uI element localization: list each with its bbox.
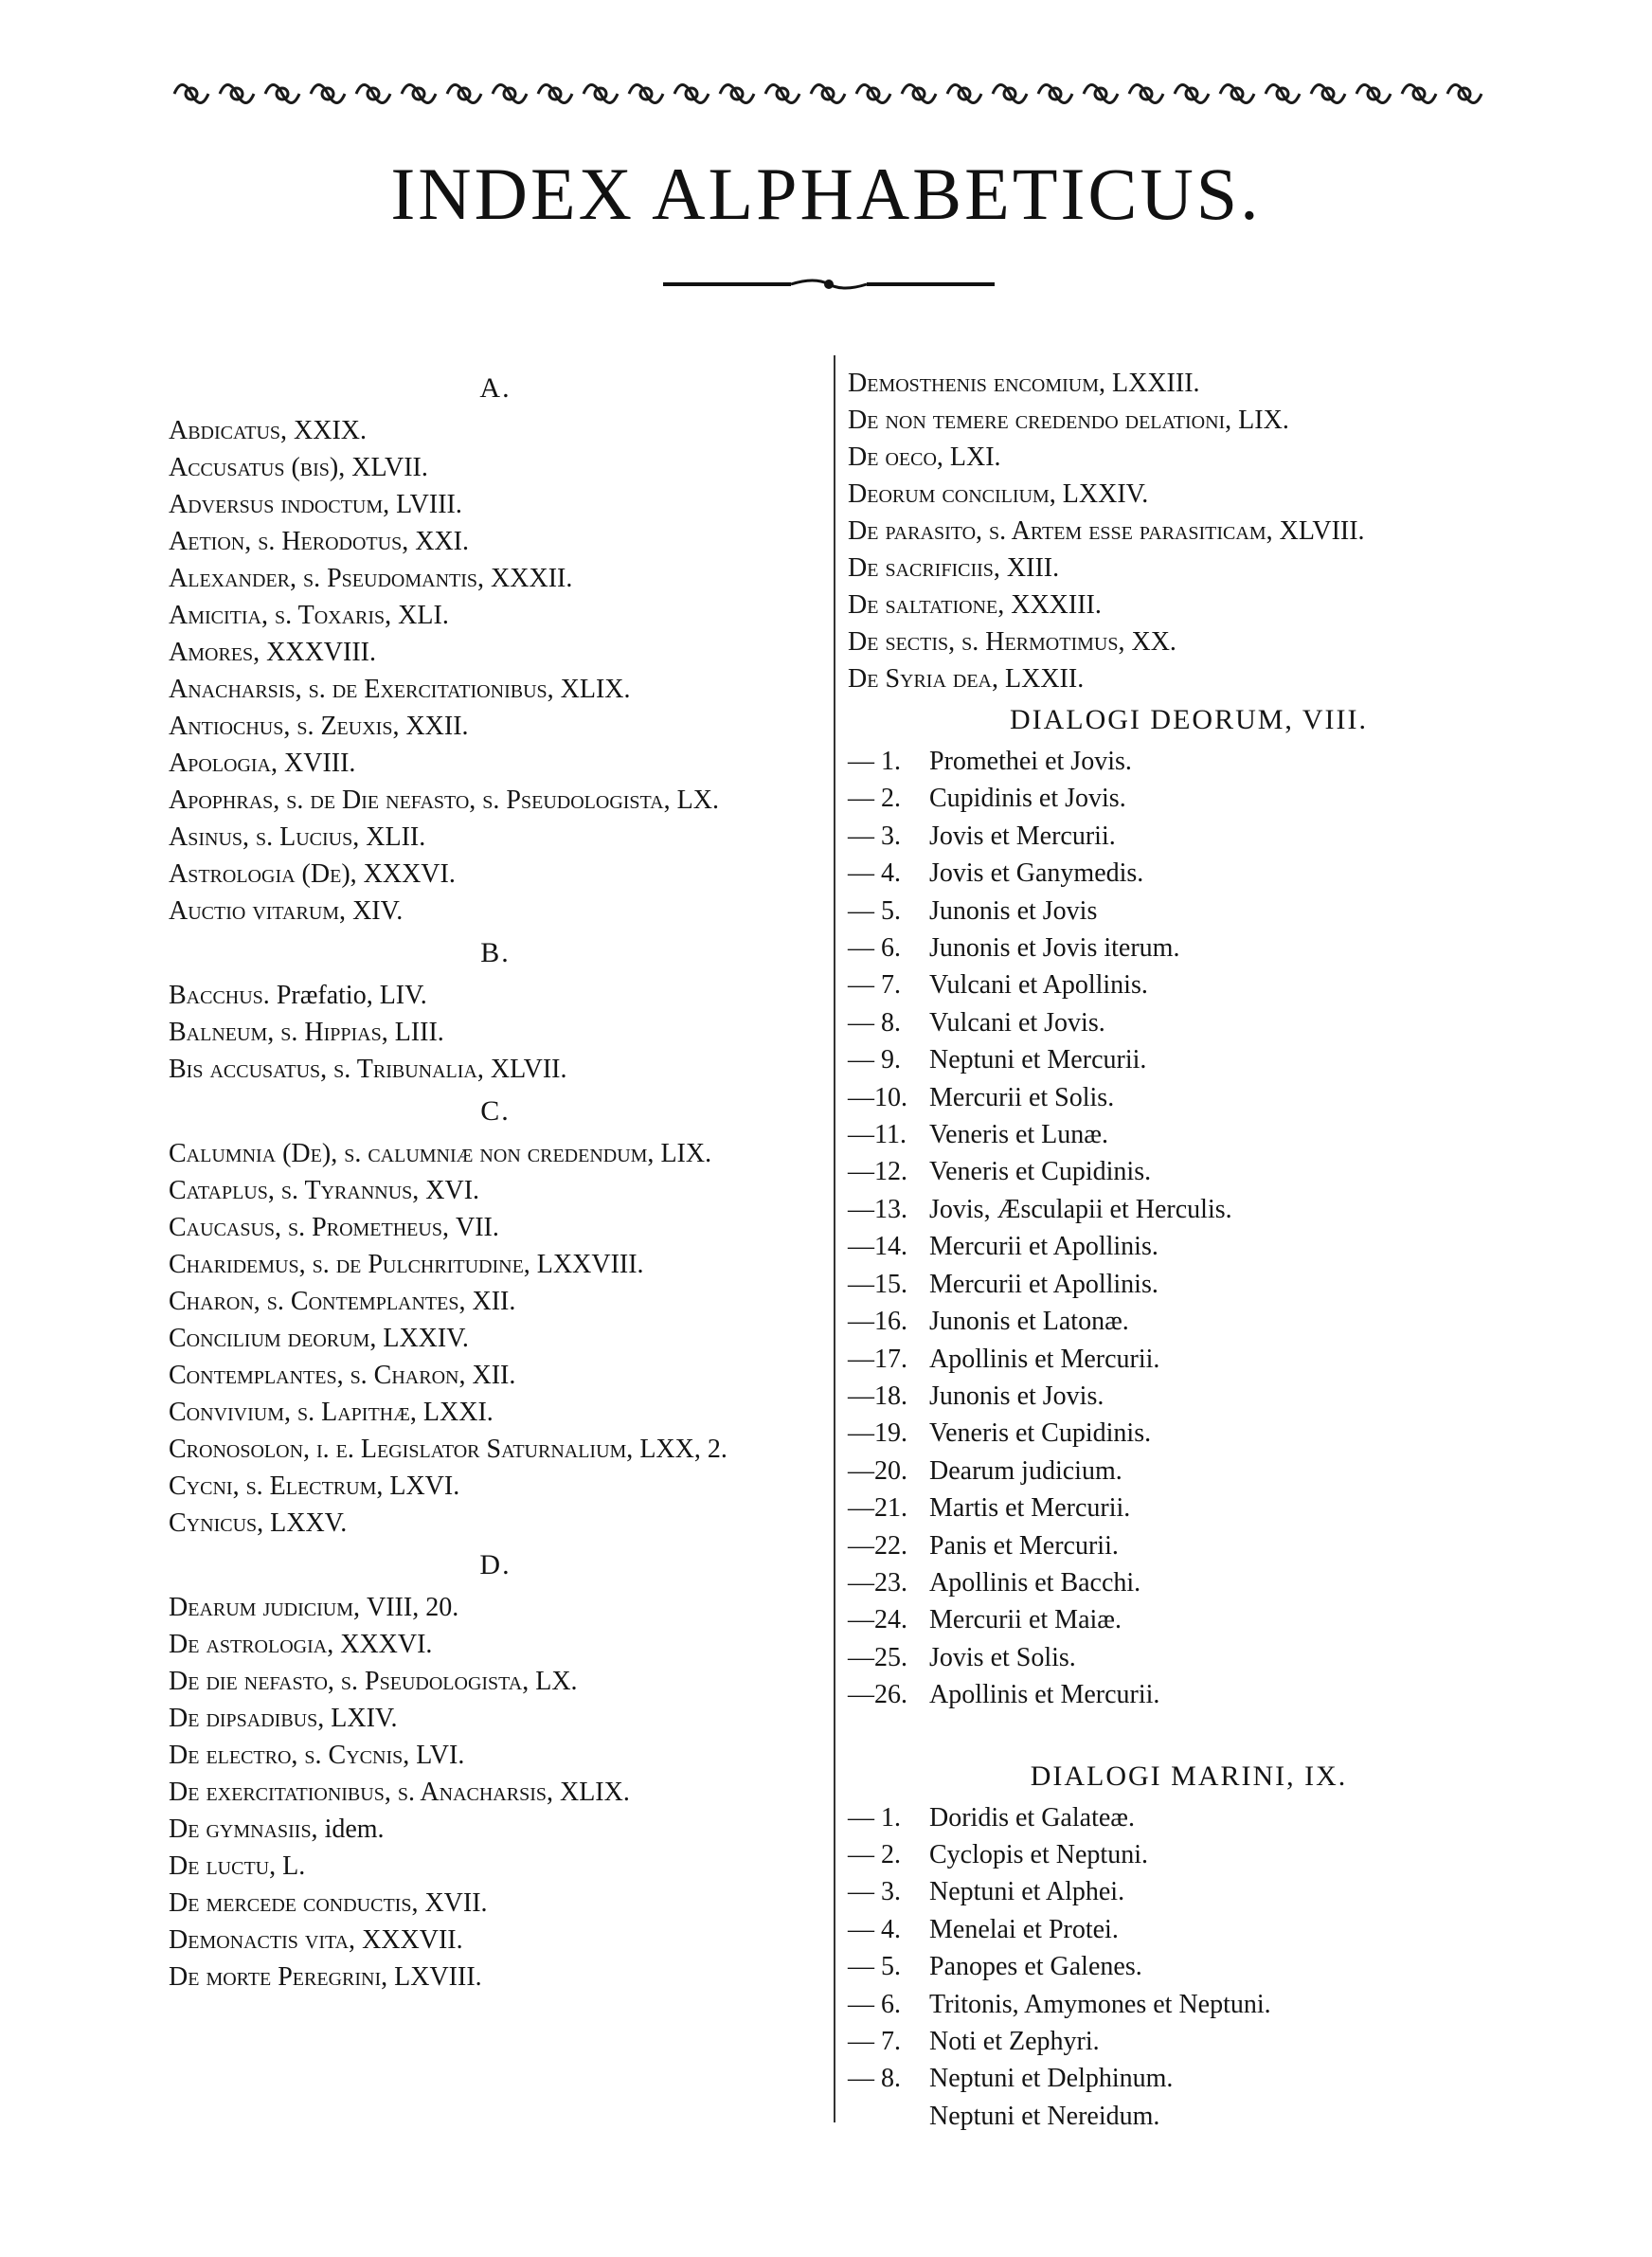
index-entry	[169, 1320, 822, 1357]
dialogue-entry	[848, 1453, 1530, 1490]
ornament-band	[169, 70, 1487, 117]
index-entry	[169, 671, 822, 708]
entry-title: Amores,	[169, 638, 267, 667]
dialogue-number: — 7.	[848, 970, 901, 1001]
dialogue-entry	[848, 2023, 1530, 2060]
index-entry	[169, 1589, 822, 1626]
dialogue-title: Junonis et Jovis	[929, 895, 1098, 926]
entry-reference: XXXVII.	[362, 1925, 463, 1955]
index-entry	[169, 893, 822, 930]
dialogue-title: Junonis et Jovis.	[929, 1381, 1104, 1411]
entry-title: De luctu,	[169, 1851, 283, 1881]
index-entry	[848, 365, 1530, 402]
entry-title: Adversus indoctum,	[169, 490, 397, 519]
dialogue-entry	[848, 1228, 1530, 1265]
entry-title: De sacrificiis,	[848, 553, 1007, 583]
dialogue-entry	[848, 1079, 1530, 1116]
dialogue-entry	[848, 780, 1530, 817]
left-column	[169, 365, 822, 1995]
dialogue-entry	[848, 743, 1530, 780]
dialogue-entry	[848, 1266, 1530, 1303]
index-entry	[169, 1135, 822, 1172]
entry-reference: L.	[282, 1851, 306, 1881]
index-entry	[848, 513, 1530, 550]
entry-reference: LX.	[676, 785, 719, 815]
dialogue-number: — 8.	[848, 1007, 901, 1038]
dialogue-title: Veneris et Cupidinis.	[929, 1157, 1152, 1187]
dialogue-entry	[848, 1378, 1530, 1415]
dialogue-title: Tritonis, Amymones et Neptuni.	[929, 1989, 1271, 2019]
entry-title: Cronosolon, i. e. Legislator Saturnalium,	[169, 1435, 640, 1464]
entry-reference: LXXII.	[1005, 664, 1085, 694]
letter-heading: A.	[479, 372, 512, 404]
index-entry	[169, 782, 822, 819]
entry-reference: XXXIII.	[1011, 590, 1102, 620]
entry-reference: LXVI.	[389, 1472, 460, 1501]
entry-title: Apophras, s. de Die nefasto, s. Pseudologista,	[169, 785, 677, 815]
index-entry	[169, 1505, 822, 1542]
entry-title: Abdicatus,	[169, 416, 295, 445]
dialogue-number: —20.	[848, 1455, 907, 1486]
dialogue-entry	[848, 893, 1530, 930]
dialogue-number: — 6.	[848, 1989, 901, 2019]
entry-reference: XLVII.	[490, 1055, 567, 1084]
index-entry	[848, 587, 1530, 623]
index-entry	[169, 1700, 822, 1737]
entry-title: De non temere credendo delationi,	[848, 406, 1239, 435]
entry-title: Balneum, s. Hippias,	[169, 1018, 395, 1047]
dialogue-title: Mercurii et Solis.	[929, 1082, 1115, 1112]
entry-title: De exercitationibus, s. Anacharsis,	[169, 1778, 560, 1807]
entry-title: Charidemus, s. de Pulchritudine,	[169, 1250, 537, 1279]
entry-title: De gymnasiis,	[169, 1815, 325, 1844]
entry-reference: XXII.	[405, 712, 469, 741]
dialogue-number: —19.	[848, 1418, 907, 1449]
index-entry	[169, 1959, 822, 1995]
index-entry	[848, 623, 1530, 660]
dialogue-title: Vulcani et Jovis.	[929, 1007, 1105, 1038]
entry-reference: LIX.	[1238, 406, 1289, 435]
index-entry	[848, 439, 1530, 476]
dialogue-number: — 5.	[848, 895, 901, 926]
dialogue-entry	[848, 1986, 1530, 2023]
dialogue-number: —16.	[848, 1307, 907, 1337]
dialogue-entry	[848, 930, 1530, 966]
entry-reference: VII.	[455, 1213, 499, 1242]
index-entry	[169, 634, 822, 671]
entry-reference: LXXV.	[270, 1508, 348, 1538]
entry-title: Amicitia, s. Toxaris,	[169, 601, 399, 630]
dialogue-number: — 8.	[848, 2064, 901, 2094]
dialogue-title: Neptuni et Nereidum.	[929, 2101, 1160, 2131]
entry-reference: XX.	[1131, 627, 1176, 657]
dialogue-number: — 3.	[848, 1877, 901, 1907]
dialogue-entry	[848, 1490, 1530, 1526]
letter-heading: C.	[480, 1095, 511, 1127]
title-rule	[663, 275, 995, 294]
dialogue-entry	[848, 1799, 1530, 1836]
dialogue-entry	[848, 1873, 1530, 1910]
dialogue-number: — 9.	[848, 1045, 901, 1075]
index-entry	[169, 1431, 822, 1468]
entry-title: Anacharsis, s. de Exercitationibus,	[169, 675, 561, 704]
dialogue-number: — 2.	[848, 1839, 901, 1869]
entry-reference: XVII.	[424, 1888, 488, 1918]
entry-reference: LVIII.	[396, 490, 462, 519]
index-entry	[169, 1051, 822, 1088]
dialogue-title: Vulcani et Apollinis.	[929, 970, 1148, 1001]
index-entry	[169, 1626, 822, 1663]
entry-reference: XLI.	[398, 601, 449, 630]
index-entry	[169, 1811, 822, 1848]
dialogue-title: Menelai et Protei.	[929, 1914, 1119, 1944]
dialogue-title: Apollinis et Mercurii.	[929, 1680, 1160, 1710]
entry-reference: XLII.	[366, 822, 426, 852]
entry-reference: LIII.	[394, 1018, 444, 1047]
index-entry	[169, 1209, 822, 1246]
index-entry	[169, 856, 822, 893]
entry-title: De parasito, s. Artem esse parasiticam,	[848, 516, 1280, 546]
index-entry	[169, 1246, 822, 1283]
entry-title: Asinus, s. Lucius,	[169, 822, 367, 852]
index-entry	[169, 1663, 822, 1700]
dialogue-title: Mercurii et Maiæ.	[929, 1605, 1122, 1635]
dialogue-title: Veneris et Cupidinis.	[929, 1418, 1152, 1449]
dialogi-marini-heading: DIALOGI MARINI, IX.	[1030, 1760, 1348, 1792]
entry-reference: LXI.	[949, 442, 1001, 472]
dialogue-number: —15.	[848, 1269, 907, 1299]
dialogue-number: —25.	[848, 1642, 907, 1672]
dialogue-title: Junonis et Latonæ.	[929, 1307, 1129, 1337]
entry-reference: XII.	[472, 1361, 516, 1390]
dialogue-number: — 3.	[848, 821, 901, 851]
entry-title: Aetion, s. Herodotus,	[169, 527, 416, 556]
dialogue-number: —14.	[848, 1232, 907, 1262]
entry-title: Alexander, s. Pseudomantis,	[169, 564, 492, 593]
index-entry	[169, 1014, 822, 1051]
dialogue-entry	[848, 1676, 1530, 1713]
dialogue-number: —10.	[848, 1082, 907, 1112]
entry-reference: XXXII.	[491, 564, 573, 593]
dialogue-title: Cyclopis et Neptuni.	[929, 1839, 1148, 1869]
index-entry	[169, 560, 822, 597]
entry-title: De morte Peregrini,	[169, 1962, 395, 1992]
dialogue-title: Mercurii et Apollinis.	[929, 1232, 1158, 1262]
index-entry	[169, 1283, 822, 1320]
index-entry	[848, 660, 1530, 697]
dialogue-entry	[848, 1041, 1530, 1078]
entry-title: Antiochus, s. Zeuxis,	[169, 712, 406, 741]
dialogi-marini-list	[848, 1799, 1530, 2098]
entry-reference: idem.	[324, 1815, 385, 1844]
entry-title: Cataplus, s. Tyrannus,	[169, 1176, 426, 1205]
dialogue-entry	[848, 1948, 1530, 1985]
entry-reference: LXX, 2.	[639, 1435, 727, 1464]
index-entry	[169, 1357, 822, 1394]
dialogue-title: Jovis et Mercurii.	[929, 821, 1116, 851]
index-entry	[169, 1468, 822, 1505]
entry-title: Astrologia (De),	[169, 859, 364, 889]
entry-reference: LXXIV.	[1062, 479, 1149, 509]
dialogue-number: — 4.	[848, 858, 901, 889]
right-column	[848, 365, 1530, 2135]
index-entry	[169, 523, 822, 560]
index-entry	[169, 1922, 822, 1959]
dialogue-title: Cupidinis et Jovis.	[929, 784, 1126, 814]
dialogue-title: Noti et Zephyri.	[929, 2027, 1100, 2056]
index-entry	[169, 486, 822, 523]
dialogue-number: — 1.	[848, 747, 901, 776]
dialogue-title: Junonis et Jovis iterum.	[929, 933, 1180, 964]
dialogue-entry	[848, 1004, 1530, 1041]
entry-title: De Syria dea,	[848, 664, 1005, 694]
entry-reference: XVI.	[425, 1176, 480, 1205]
dialogue-title: Apollinis et Mercurii.	[929, 1344, 1160, 1374]
entry-reference: XXI.	[415, 527, 469, 556]
entry-title: Convivium, s. Lapithæ,	[169, 1398, 423, 1427]
dialogue-number: —18.	[848, 1381, 907, 1411]
letter-heading: D.	[479, 1549, 512, 1580]
dialogue-entry	[848, 2060, 1530, 2097]
dialogue-number: —17.	[848, 1344, 907, 1374]
dialogue-number: — 4.	[848, 1914, 901, 1944]
index-entry	[169, 1885, 822, 1922]
entry-title: Caucasus, s. Prometheus,	[169, 1213, 456, 1242]
dialogue-entry	[848, 1341, 1530, 1378]
entry-reference: XLIX.	[559, 1778, 630, 1807]
index-entry	[848, 402, 1530, 439]
entry-title: Bacchus.	[169, 981, 277, 1010]
dialogue-number: — 2.	[848, 784, 901, 814]
dialogue-entry	[848, 1303, 1530, 1340]
entry-reference: LXXIII.	[1112, 369, 1200, 398]
entry-title: Concilium deorum,	[169, 1324, 384, 1353]
entry-reference: Præfatio, LIV.	[276, 981, 427, 1010]
entry-reference: XLVIII.	[1279, 516, 1365, 546]
dialogue-entry	[848, 1191, 1530, 1228]
entry-title: De saltatione,	[848, 590, 1012, 620]
entry-title: De mercede conductis,	[169, 1888, 425, 1918]
dialogue-title: Martis et Mercurii.	[929, 1493, 1131, 1524]
entry-title: De oeco,	[848, 442, 950, 472]
entry-reference: XLIX.	[560, 675, 631, 704]
entry-title: Accusatus (bis),	[169, 453, 352, 482]
dialogue-title: Neptuni et Mercurii.	[929, 1045, 1147, 1075]
entry-title: Dearum judicium,	[169, 1593, 368, 1622]
index-entry	[169, 597, 822, 634]
dialogue-title: Neptuni et Alphei.	[929, 1877, 1125, 1907]
entry-reference: LX.	[535, 1667, 578, 1696]
entry-title: Apologia,	[169, 749, 284, 778]
dialogue-number: — 7.	[848, 2027, 901, 2056]
dialogue-title: Panis et Mercurii.	[929, 1530, 1119, 1561]
index-entry	[169, 977, 822, 1014]
dialogue-title: Jovis et Solis.	[929, 1642, 1076, 1672]
entry-reference: XIV.	[352, 896, 404, 926]
entry-reference: LXXIV.	[383, 1324, 469, 1353]
dialogue-entry	[848, 1527, 1530, 1564]
index-entry	[169, 1737, 822, 1774]
dialogue-entry	[848, 1601, 1530, 1638]
dialogue-entry	[848, 1415, 1530, 1452]
dialogue-entry	[848, 1116, 1530, 1153]
entry-title: Calumnia (De), s. calumniæ non credendum,	[169, 1139, 661, 1168]
entry-title: De dipsadibus,	[169, 1704, 332, 1733]
dialogue-title: Jovis, Æsculapii et Herculis.	[929, 1194, 1232, 1224]
index-entry	[169, 819, 822, 856]
entry-reference: XXIX.	[294, 416, 368, 445]
dialogue-entry	[848, 1911, 1530, 1948]
dialogue-entry	[848, 1836, 1530, 1873]
index-entry	[169, 745, 822, 782]
dialogue-continuation-line	[848, 2098, 1530, 2135]
dialogue-title: Mercurii et Apollinis.	[929, 1269, 1158, 1299]
entry-reference: XXXVI.	[363, 859, 456, 889]
entry-reference: XLVII.	[351, 453, 428, 482]
page-title: INDEX ALPHABETICUS.	[390, 153, 1262, 235]
entry-reference: XII.	[472, 1287, 516, 1316]
entry-reference: XXXVI.	[340, 1630, 433, 1659]
dialogi-deorum-list	[848, 743, 1530, 1714]
dialogue-number: —23.	[848, 1567, 907, 1598]
dialogue-number: —12.	[848, 1157, 907, 1187]
dialogue-number: — 6.	[848, 933, 901, 964]
entry-title: Deorum concilium,	[848, 479, 1063, 509]
dialogue-number: —11.	[848, 1120, 907, 1150]
entry-reference: LXVIII.	[394, 1962, 482, 1992]
entry-reference: LXXVIII.	[536, 1250, 644, 1279]
index-entry	[169, 449, 822, 486]
entry-title: Cycni, s. Electrum,	[169, 1472, 390, 1501]
entry-title: Demosthenis encomium,	[848, 369, 1113, 398]
dialogue-number: —26.	[848, 1680, 907, 1710]
index-entry	[169, 1774, 822, 1811]
entry-title: De electro, s. Cycnis,	[169, 1741, 417, 1770]
entry-title: De die nefasto, s. Pseudologista,	[169, 1667, 536, 1696]
dialogue-entry	[848, 966, 1530, 1003]
index-entry	[848, 550, 1530, 587]
dialogue-number: —22.	[848, 1530, 907, 1561]
dialogue-title: Veneris et Lunæ.	[929, 1120, 1108, 1150]
dialogue-number: —13.	[848, 1194, 907, 1224]
entry-title: Charon, s. Contemplantes,	[169, 1287, 473, 1316]
dialogue-title: Panopes et Galenes.	[929, 1952, 1142, 1982]
dialogue-number: — 5.	[848, 1952, 901, 1982]
dialogue-entry	[848, 1639, 1530, 1676]
entry-reference: XXXVIII.	[266, 638, 376, 667]
dialogue-number: —21.	[848, 1493, 907, 1524]
d-continued-list	[848, 365, 1530, 697]
letter-heading: B.	[480, 937, 511, 968]
dialogue-title: Apollinis et Bacchi.	[929, 1567, 1141, 1598]
dialogue-number: —24.	[848, 1605, 907, 1635]
entry-reference: LXXI.	[422, 1398, 494, 1427]
dialogue-entry	[848, 1564, 1530, 1601]
index-entry	[169, 708, 822, 745]
index-entry	[169, 1394, 822, 1431]
dialogue-title: Promethei et Jovis.	[929, 747, 1132, 776]
entry-title: De sectis, s. Hermotimus,	[848, 627, 1132, 657]
index-entry	[848, 476, 1530, 513]
dialogue-entry	[848, 818, 1530, 855]
entry-title: Demonactis vita,	[169, 1925, 363, 1955]
entry-title: Cynicus,	[169, 1508, 271, 1538]
entry-reference: VIII, 20.	[367, 1593, 459, 1622]
entry-title: Contemplantes, s. Charon,	[169, 1361, 473, 1390]
entry-reference: XVIII.	[284, 749, 356, 778]
dialogue-entry	[848, 1153, 1530, 1190]
entry-title: De astrologia,	[169, 1630, 341, 1659]
dialogue-title: Dearum judicium.	[929, 1455, 1122, 1486]
column-divider	[834, 355, 835, 2122]
index-entry	[169, 1848, 822, 1885]
dialogi-deorum-heading: DIALOGI DEORUM, VIII.	[1009, 704, 1369, 735]
dialogue-entry	[848, 855, 1530, 892]
dialogue-number: — 1.	[848, 1802, 901, 1833]
entry-title: Bis accusatus, s. Tribunalia,	[169, 1055, 491, 1084]
entry-reference: LVI.	[416, 1741, 465, 1770]
entry-reference: LXIV.	[331, 1704, 398, 1733]
entry-title: Auctio vitarum,	[169, 896, 353, 926]
index-entry	[169, 412, 822, 449]
dialogue-title: Neptuni et Delphinum.	[929, 2064, 1174, 2094]
entry-reference: LIX.	[660, 1139, 712, 1168]
index-entry	[169, 1172, 822, 1209]
dialogue-title: Doridis et Galateæ.	[929, 1802, 1135, 1833]
entry-reference: XIII.	[1006, 553, 1060, 583]
dialogue-title: Jovis et Ganymedis.	[929, 858, 1144, 889]
